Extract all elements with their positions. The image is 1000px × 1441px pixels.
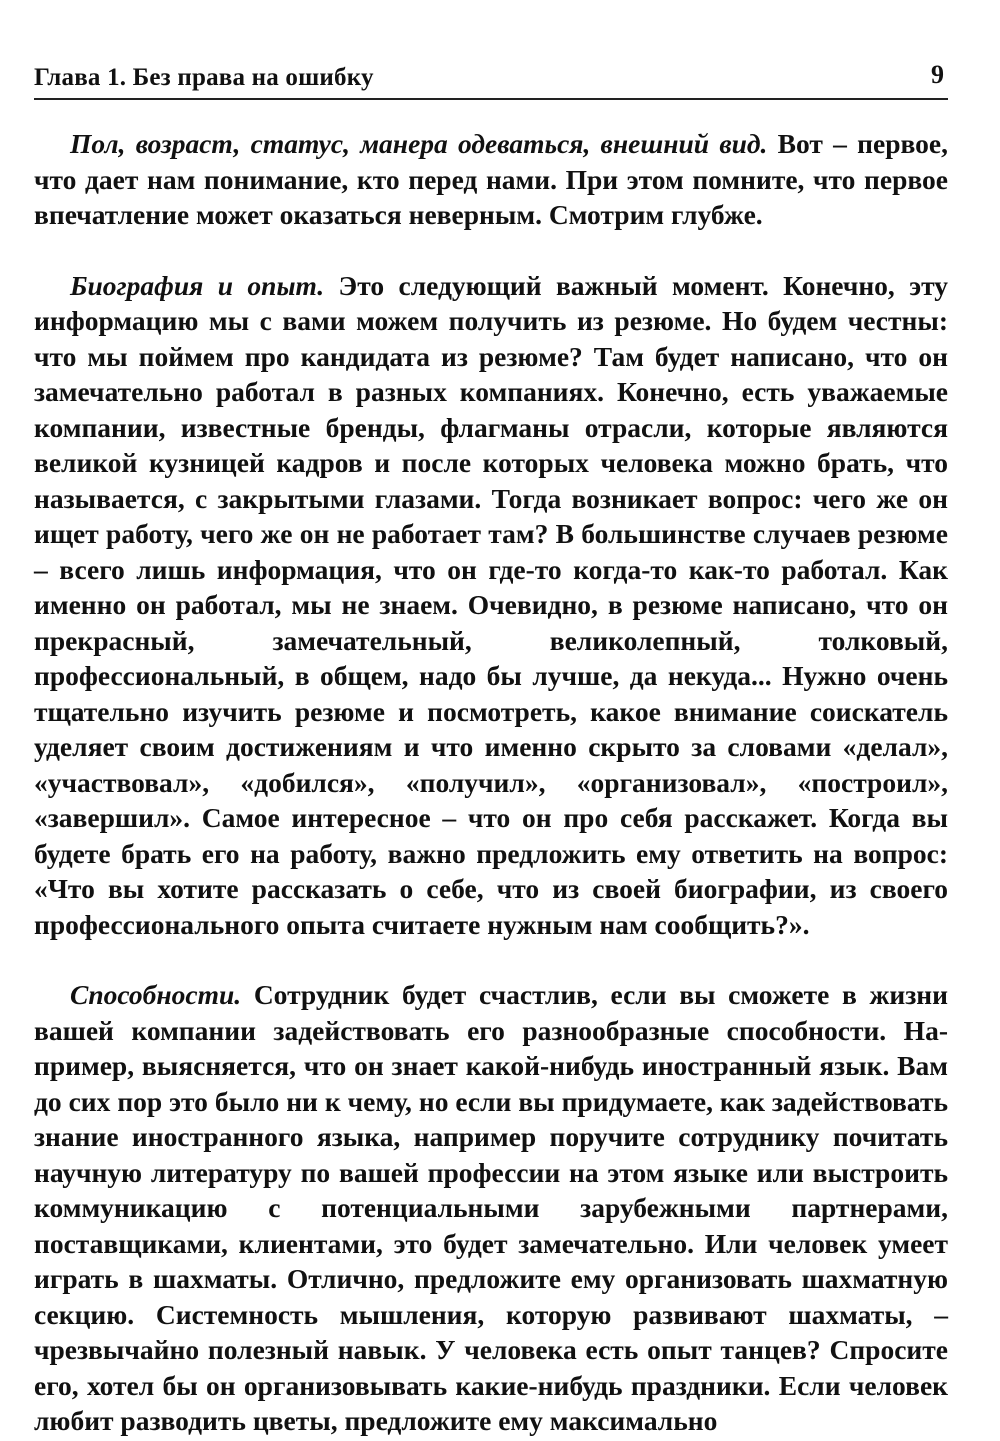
- page-number: 9: [931, 60, 944, 89]
- paragraph-text: Сотрудник будет счастлив, если вы сможете в жизни вашей компании задействовать его разнообразные способности. Например, выясняется, что он знает какой-нибудь иностранный язык. Вам до сих пор это было ни к чему, но если вы придумаете, как задействовать знание иностранного языка, например поручите сотруднику почитать научную литературу по вашей профессии на этом языке или выстроить коммуникацию с потенциальными зарубежными партнерами, поставщиками, клиентами, это будет замечательно. Или человек умеет играть в шахматы. Отлично, предложите ему организовать шахматную секцию. Системность мышления, которую развивают шахматы, – чрезвычайно полезный навык. У человека есть опыт танцев? Спросите его, хотел бы он организовывать какие-нибудь праздники. Если человек любит разводить цветы, предложите ему максимально: [34, 979, 948, 1436]
- paragraph-biography: [34, 268, 948, 943]
- paragraph-text: Вот – первое, что дает нам понимание, кто перед нами. При этом помните, что первое впечатление может оказаться неверным. Смотрим глубже.: [34, 128, 949, 230]
- paragraph-lead: Биография и опыт.: [70, 269, 325, 301]
- paragraph-appearance: [34, 126, 948, 233]
- paragraph-lead: Способности.: [70, 979, 242, 1010]
- paragraph-text: Это следующий важный момент. Конечно, эту информацию мы с вами можем получить из резюме. Но будем честны: что мы поймем про кандидата из резюме? Там будет написано, что он замечательно работал в разных компаниях. Конечно, есть уважаемые компании, известные бренды, флагманы отрасли, которые являются великой кузницей кадров и после которых человека можно брать, что называется, с закрытыми глазами. Тогда возникает вопрос: чего же он ищет работу, чего же он не работает там? В большинстве случаев резюме – всего лишь информация, что он где-то когда-то как-то работал. Как именно он работал, мы не знаем. Очевидно, в резюме написано, что он прекрасный, замечательный, великолепный, толковый, профессиональный, в общем, надо бы лучше, да некуда... Нужно очень тщательно изучить резюме и посмотреть, какое внимание соискатель уделяет своим достижениям и что именно скрыто за словами «делал», «участвовал», «добился», «получил», «организовал», «построил», «завершил». Самое интересное – что он про себя расскажет. Когда вы будете брать его на работу, важно предложить ему ответить на вопрос: «Что вы хотите рассказать о себе, что из своей биографии, из своего профессионального опыта считаете нужным нам сообщить?».: [34, 269, 948, 940]
- paragraph-abilities: [34, 977, 948, 1439]
- page-body: [34, 126, 948, 1439]
- running-header: [34, 58, 948, 98]
- chapter-title: Глава 1. Без права на ошибку: [34, 64, 374, 91]
- header-rule: [34, 98, 948, 100]
- paragraph-lead: Пол, возраст, статус, манера одеваться, внешний вид.: [70, 128, 768, 159]
